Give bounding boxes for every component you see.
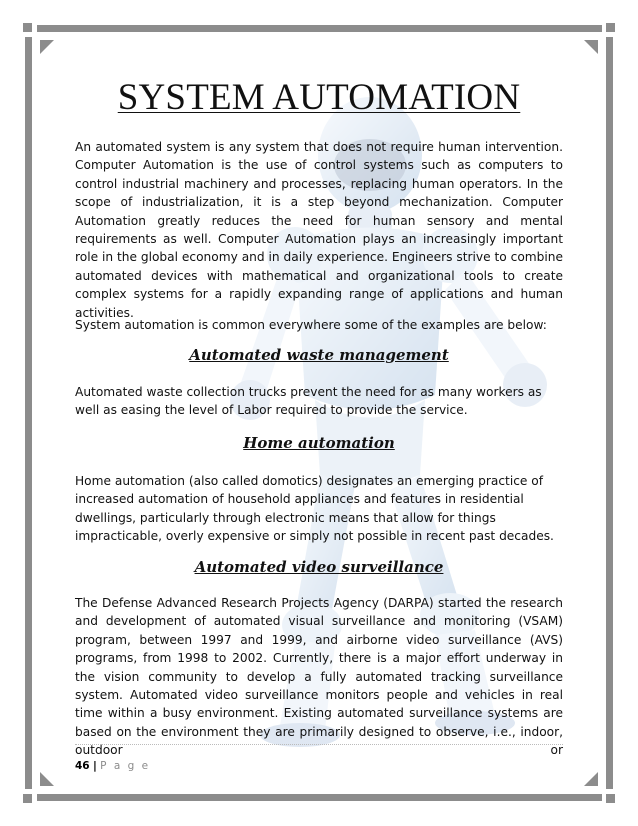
frame-corner-square [606,23,615,32]
intro-paragraph: An automated system is any system that does not require human intervention. Computer Automation is the use of control systems such as computers to control industrial machinery and processes, replacing human operators. In the scope of industrialization, it is a step beyond mechanization. Computer Automation greatly reduces the need for human sensory and mental requirements as well. Computer Automation plays an increasingly important role in the global economy and in daily experience. Engineers strive to combine automated devices with mathematical and organizational tools to create complex systems for a rapidly expanding range of applications and human activities. [75,140,563,320]
frame-corner-square [23,23,32,32]
page-footer [75,760,150,772]
frame-corner-square [606,794,615,803]
page-number: 46 [75,760,90,772]
section-heading-surveillance: Automated video surveillance [194,558,444,576]
frame-corner-triangle [584,772,598,786]
page-label: P a g e [100,760,151,772]
section-body-waste: Automated waste collection trucks prevent the need for as many workers as well as easing the level of Labor required to provide the service. [75,385,542,418]
frame-corner-triangle [584,40,598,54]
page-title: SYSTEM AUTOMATION [117,77,521,118]
frame-top-bar [37,25,602,32]
section-heading-home: Home automation [243,434,395,452]
frame-left-bar [25,37,32,789]
section-heading-waste: Automated waste management [189,346,449,364]
frame-corner-triangle [40,772,54,786]
examples-intro: System automation is common everywhere some of the examples are below: [75,318,547,332]
section-body-home: Home automation (also called domotics) designates an emerging practice of increased automation of household appliances and features in residential dwellings, particularly through electronic means that allow for things impracticable, overly expensive or simply not possible in recent past decades. [75,474,554,544]
footer-separator: | [92,760,97,772]
section-body-surveillance: The Defense Advanced Research Projects Agency (DARPA) started the research and development of automated visual surveillance and monitoring (VSAM) program, between 1997 and 1999, and airborne video surveillance (AVS) programs, from 1998 to 2002. Currently, there is a major effort underway in the vision community to develop a fully automated tracking surveillance system. Automated video surveillance monitors people and vehicles in real time within a busy environment. Existing automated surveillance systems are based on the environment they are primarily designed to observe, i.e., indoor, outdoor or [75,596,563,758]
frame-corner-square [23,794,32,803]
frame-right-bar [606,37,613,789]
frame-corner-triangle [40,40,54,54]
frame-bottom-bar [37,794,602,801]
footer-divider [75,744,563,745]
